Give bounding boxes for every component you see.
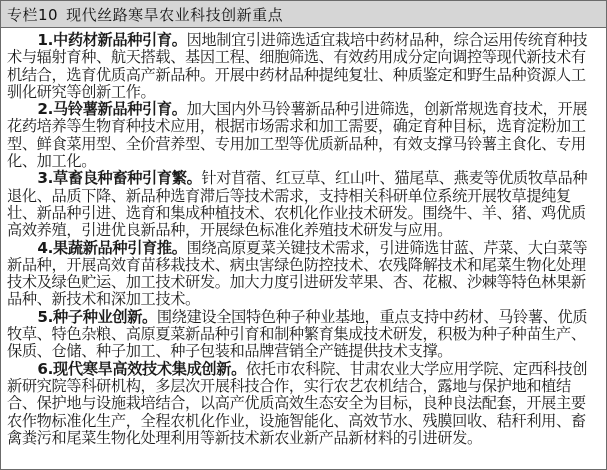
section-body: 围绕建设全国特色种子种业基地，重点支持中药材、马铃薯、优质牧草、特色杂粮、高原夏菜新品种引育和制种繁育集成技术研发，积极为种子种苗生产、保质、仓储、种子加工、种子包装和品牌营销全产链提供技术支撑。 xyxy=(7,307,588,361)
section-body: 依托市农科院、甘肃农业大学应用学院、定西科技创新研究院等科研机构，多层次开展科技合作，实行农艺农机结合，露地与保护地和植结合、保护地与设施栽培结合，以高产优质高效生态安全为目标，良种良法配套，开展主要农作物标准化生产，全程农机化作业，设施智能化、高效节水、残膜回收、秸秆利用、畜禽粪污和尾菜生物化处理利用等新技术新农业新产品新材料的引进研发。 xyxy=(7,359,588,447)
box-title: 现代丝路寒旱农业科技创新重点 xyxy=(66,5,284,24)
section-paragraph xyxy=(7,101,600,170)
section-heading: 6.现代寒旱高效技术集成创新。 xyxy=(37,359,246,378)
section-paragraph xyxy=(7,361,600,447)
section-paragraph xyxy=(7,170,600,239)
section-heading: 1.中药材新品种引育。 xyxy=(37,31,187,49)
section-heading: 3.草畜良种畜种引育繁。 xyxy=(37,169,202,188)
section-heading: 5.种子种业创新。 xyxy=(37,307,157,326)
section-paragraph xyxy=(7,309,600,361)
section-body: 针对苜蓿、红豆草、红山叶、猫尾草、燕麦等优质牧草品种退化、品质下降、新品种选育滞后等技术需求，支持相关科研单位系统开展牧草提纯复壮、新品种引进、选育和集成种植技术、农机化作业技术研发。围绕牛、羊、猪、鸡优质高效养殖，引进优良新品种，开展绿色标准化养殖技术研发与应用。 xyxy=(7,169,588,240)
section-body: 加大国内外马铃薯新品种引进筛选，创新常规选育技术，开展花药培养等生物育种技术应用，根据市场需求和加工需要，确定育种目标，选育淀粉加工型、鲜食菜用型、全价营养型、专用加工型等优质新品种，有效支撑马铃薯主食化、专用化、加工化。 xyxy=(7,100,588,171)
box-content xyxy=(1,28,606,447)
box-title-bar xyxy=(1,1,606,28)
section-heading: 4.果蔬新品种引育推。 xyxy=(37,238,187,257)
section-body: 因地制宜引进筛选适宜栽培中药材品种，综合运用传统育种技术与辐射育种、航天搭载、基因工程、细胞筛选、有效药用成分定向调控等现代新技术有机结合，选育优质高产新品种。开展中药材品种提纯复壮、种质鉴定和野生品种资源人工驯化研究等创新工作。 xyxy=(7,31,588,101)
section-paragraph xyxy=(7,240,600,309)
section-body: 围绕高原夏菜关键技术需求，引进筛选甘蓝、芹菜、大白菜等新品种，开展高效育苗移栽技术、病虫害绿色防控技术、农残降解技术和尾菜生物化处理技术及绿色贮运、加工技术研发。加大力度引进研发苹果、杏、花椒、沙棘等特色林果新品种、新技术和深加工技术。 xyxy=(7,238,588,309)
section-paragraph xyxy=(7,32,600,101)
section-heading: 2.马铃薯新品种引育。 xyxy=(37,100,187,119)
box-label: 专栏10 xyxy=(7,5,59,24)
